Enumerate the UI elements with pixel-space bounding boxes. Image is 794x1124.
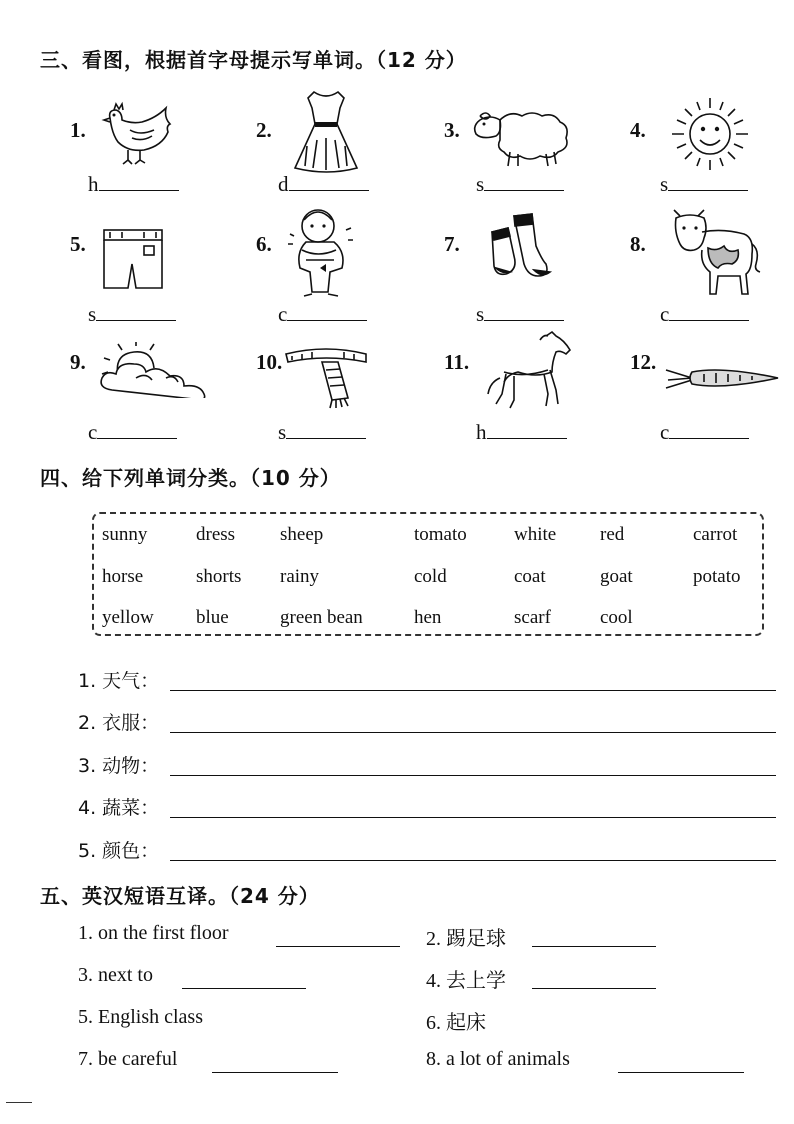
phrase-answer-line[interactable] <box>532 946 656 947</box>
item-number: 12. <box>630 350 657 374</box>
item-number: 11. <box>444 350 470 374</box>
word-bank-word: yellow <box>102 607 154 628</box>
category-answer-line[interactable] <box>170 732 776 733</box>
category-answer-line[interactable] <box>170 775 776 776</box>
cloudy-icon <box>96 342 222 398</box>
word-bank-word: green bean <box>280 607 363 628</box>
phrase-answer-line[interactable] <box>276 946 400 947</box>
category-label: 3. 动物： <box>78 755 160 777</box>
hint-letter: d <box>278 172 289 196</box>
item-number: 9. <box>70 350 86 374</box>
category-label: 4. 蔬菜： <box>78 797 160 819</box>
word-bank-word: goat <box>600 566 633 587</box>
phrase-answer-line[interactable] <box>182 988 306 989</box>
answer-blank[interactable] <box>286 420 366 439</box>
answer-blank[interactable] <box>287 302 367 321</box>
carrot-icon <box>664 364 780 394</box>
word-bank-word: blue <box>196 607 229 628</box>
word-bank-word: potato <box>693 566 741 587</box>
horse-icon <box>484 330 574 414</box>
phrase-item: 2. 踢足球 <box>426 928 506 950</box>
item-number: 3. <box>444 118 460 142</box>
category-label: 5. 颜色： <box>78 840 160 862</box>
answer-blank[interactable] <box>487 420 567 439</box>
cow-icon <box>664 208 764 300</box>
section-5-title: 五、英汉短语互译。（24 分） <box>40 884 320 908</box>
word-bank-word: scarf <box>514 607 551 628</box>
hen-icon <box>100 100 180 170</box>
category-answer-line[interactable] <box>170 690 776 691</box>
section-3-title: 三、看图，根据首字母提示写单词。（12 分） <box>40 48 467 72</box>
item-number: 10. <box>256 350 283 374</box>
phrase-item: 7. be careful <box>78 1048 178 1070</box>
item-number: 2. <box>256 118 272 142</box>
word-bank-word: tomato <box>414 524 467 545</box>
phrase-answer-line[interactable] <box>618 1072 744 1073</box>
phrase-item: 5. English class <box>78 1006 203 1028</box>
item-number: 5. <box>70 232 86 256</box>
word-bank-word: hen <box>414 607 442 628</box>
hint-letter: c <box>278 302 288 326</box>
socks-icon <box>484 210 564 282</box>
section-4-title: 四、给下列单词分类。（10 分） <box>40 466 341 490</box>
category-answer-line[interactable] <box>170 860 776 861</box>
hint-letter: c <box>88 420 98 444</box>
word-bank-word: horse <box>102 566 144 587</box>
item-number: 4. <box>630 118 646 142</box>
answer-blank[interactable] <box>669 420 749 439</box>
item-number: 6. <box>256 232 272 256</box>
phrase-item: 4. 去上学 <box>426 970 506 992</box>
phrase-item: 6. 起床 <box>426 1012 486 1034</box>
word-bank-word: white <box>514 524 557 545</box>
sun-icon <box>668 96 752 172</box>
word-bank-word: sheep <box>280 524 324 545</box>
answer-blank[interactable] <box>668 172 748 191</box>
scarf-icon <box>282 346 372 410</box>
phrase-answer-line[interactable] <box>532 988 656 989</box>
item-number: 1. <box>70 118 86 142</box>
phrase-answer-line[interactable] <box>212 1072 338 1073</box>
hint-letter: s <box>660 172 669 196</box>
answer-blank[interactable] <box>99 172 179 191</box>
hint-letter: s <box>476 172 485 196</box>
word-bank-word: shorts <box>196 566 242 587</box>
word-bank-word: coat <box>514 566 546 587</box>
hint-letter: s <box>88 302 97 326</box>
word-bank-word: dress <box>196 524 236 545</box>
category-label: 1. 天气： <box>78 670 160 692</box>
hint-letter: s <box>476 302 485 326</box>
word-bank-word: cold <box>414 566 447 587</box>
phrase-item: 8. a lot of animals <box>426 1048 570 1070</box>
answer-blank[interactable] <box>97 420 177 439</box>
shorts-icon <box>100 226 166 292</box>
word-bank-word: carrot <box>693 524 738 545</box>
category-answer-line[interactable] <box>170 817 776 818</box>
cold-child-icon <box>286 204 356 300</box>
item-number: 7. <box>444 232 460 256</box>
category-label: 2. 衣服： <box>78 712 160 734</box>
page-mark <box>6 1102 32 1103</box>
sheep-icon <box>470 108 574 168</box>
word-bank-word: cool <box>600 607 633 628</box>
item-number: 8. <box>630 232 646 256</box>
hint-letter: c <box>660 302 670 326</box>
answer-blank[interactable] <box>484 302 564 321</box>
hint-letter: h <box>88 172 99 196</box>
answer-blank[interactable] <box>96 302 176 321</box>
answer-blank[interactable] <box>669 302 749 321</box>
hint-letter: c <box>660 420 670 444</box>
phrase-item: 1. on the first floor <box>78 922 229 944</box>
hint-letter: h <box>476 420 487 444</box>
hint-letter: s <box>278 420 287 444</box>
word-bank-word: sunny <box>102 524 148 545</box>
phrase-item: 3. next to <box>78 964 153 986</box>
dress-icon <box>292 88 360 176</box>
answer-blank[interactable] <box>484 172 564 191</box>
word-bank-word: red <box>600 524 625 545</box>
word-bank-word: rainy <box>280 566 320 587</box>
